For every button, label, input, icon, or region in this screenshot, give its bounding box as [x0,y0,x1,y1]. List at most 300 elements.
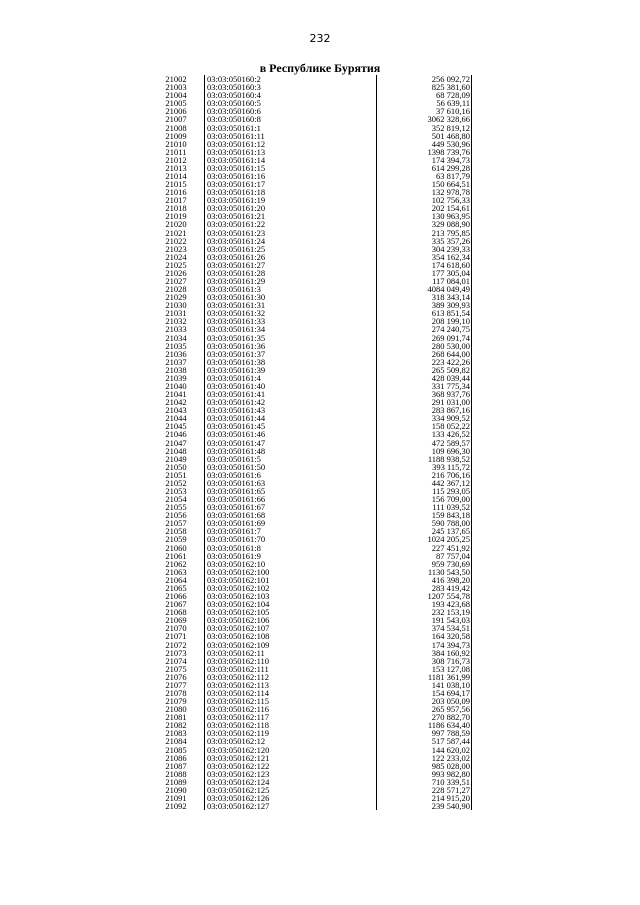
table-row [148,228,472,236]
cadastral-value: 613 851,54 [377,309,472,317]
row-number: 21087 [165,761,187,770]
cadastral-number: 03:03:050162:117 [205,713,377,721]
table-row [148,83,472,91]
cadastral-value: 1188 938,52 [377,455,472,463]
cadastral-number: 03:03:050161:39 [205,366,377,374]
cadastral-value: 117 084,01 [377,277,472,285]
row-number: 21002 [165,75,187,84]
table-row [148,616,472,624]
table-row [148,309,472,317]
table-row [148,754,472,762]
table-row [148,640,472,648]
table-row [148,293,472,301]
cadastral-value: 191 543,03 [377,616,472,624]
row-number: 21085 [165,745,187,754]
table-row [148,212,472,220]
cadastral-number: 03:03:050161:26 [205,253,377,261]
cadastral-value: 335 357,26 [377,237,472,245]
table-region-heading: в Республике Бурятия [259,61,381,75]
cadastral-value: 111 039,52 [377,503,472,511]
table-row [148,455,472,463]
cadastral-number: 03:03:050161:46 [205,430,377,438]
table-row [148,156,472,164]
row-number: 21089 [165,777,187,786]
row-number: 21003 [165,83,187,92]
row-number: 21036 [165,349,187,358]
table-row [148,172,472,180]
table-row [148,519,472,527]
cadastral-value: 374 534,51 [377,624,472,632]
cadastral-number: 03:03:050162:106 [205,616,377,624]
cadastral-number: 03:03:050161:6 [205,471,377,479]
cadastral-number: 03:03:050161:40 [205,382,377,390]
cadastral-number: 03:03:050162:126 [205,794,377,802]
row-number: 21026 [165,268,187,277]
row-number: 21030 [165,301,187,310]
cadastral-value: 102 756,33 [377,196,472,204]
row-number: 21055 [165,503,187,512]
cadastral-number: 03:03:050162:112 [205,673,377,681]
cadastral-value: 228 571,27 [377,786,472,794]
table-row [148,689,472,697]
cadastral-number: 03:03:050162:12 [205,737,377,745]
cadastral-number: 03:03:050162:100 [205,568,377,576]
row-number: 21027 [165,276,187,286]
cadastral-number: 03:03:050161:65 [205,487,377,495]
cadastral-value: 159 843,18 [377,511,472,519]
row-number: 21015 [165,180,187,189]
row-number: 21042 [165,398,187,407]
cadastral-value: 232 153,19 [377,608,472,616]
table-row [148,778,472,786]
cadastral-value: 329 088,90 [377,220,472,228]
cadastral-number: 03:03:050162:122 [205,762,377,770]
row-number: 21051 [165,470,187,479]
table-row [148,164,472,172]
row-number: 21017 [165,196,187,205]
cadastral-value: 87 757,04 [377,552,472,560]
cadastral-value: 614 299,28 [377,164,472,172]
cadastral-value: 269 091,74 [377,334,472,342]
row-number: 21029 [165,293,187,302]
cadastral-number: 03:03:050162:116 [205,705,377,713]
row-number: 21077 [165,680,187,689]
cadastral-number: 03:03:050162:108 [205,632,377,640]
table-row [148,91,472,99]
table-row [148,99,472,107]
row-number: 21088 [165,769,187,778]
table-row [148,632,472,640]
row-number: 21047 [165,438,187,447]
cadastral-value: 203 050,09 [377,697,472,705]
cadastral-value: 174 394,73 [377,640,472,648]
table-row [148,552,472,560]
row-number: 21092 [165,802,187,811]
cadastral-value: 141 038,10 [377,681,472,689]
table-row [148,390,472,398]
cadastral-number: 03:03:050161:9 [205,552,377,560]
cadastral-number: 03:03:050161:30 [205,293,377,301]
cadastral-number: 03:03:050161:68 [205,511,377,519]
cadastral-number: 03:03:050161:66 [205,495,377,503]
cadastral-number: 03:03:050160:8 [205,115,377,123]
cadastral-number: 03:03:050162:103 [205,592,377,600]
table-row [148,237,472,245]
table-row [148,770,472,778]
table-row [148,148,472,156]
row-number: 21065 [165,583,187,592]
row-number: 21033 [165,325,187,334]
cadastral-number: 03:03:050161:33 [205,317,377,325]
cadastral-number: 03:03:050161:25 [205,245,377,253]
table-row [148,196,472,204]
cadastral-number: 03:03:050160:6 [205,107,377,115]
cadastral-value: 393 115,72 [377,463,472,471]
cadastral-number: 03:03:050161:50 [205,463,377,471]
cadastral-number: 03:03:050161:45 [205,422,377,430]
row-number: 21074 [165,656,187,665]
row-number: 21084 [165,737,187,746]
cadastral-value: 144 620,02 [377,745,472,753]
cadastral-value: 63 817,79 [377,172,472,180]
row-number: 21076 [165,672,187,681]
table-row [148,762,472,770]
cadastral-number: 03:03:050160:4 [205,91,377,99]
table-row [148,479,472,487]
table-row [148,697,472,705]
row-number: 21012 [165,155,187,164]
row-number: 21032 [165,317,187,326]
cadastral-number: 03:03:050162:127 [205,802,377,810]
cadastral-number: 03:03:050161:44 [205,414,377,422]
table-row [148,745,472,753]
table-row [148,673,472,681]
table-row [148,107,472,115]
row-number: 21043 [165,406,187,415]
row-number: 21078 [165,688,187,698]
row-number: 21070 [165,624,187,633]
cadastral-value: 985 028,00 [377,762,472,770]
cadastral-number: 03:03:050161:67 [205,503,377,511]
cadastral-number: 03:03:050161:70 [205,535,377,543]
table-row [148,584,472,592]
cadastral-number: 03:03:050161:22 [205,220,377,228]
row-number: 21023 [165,244,187,253]
cadastral-number: 03:03:050160:3 [205,83,377,91]
cadastral-value: 56 639,11 [377,99,472,107]
table-row [148,802,472,810]
cadastral-value: 997 788,59 [377,729,472,737]
table-row [148,439,472,447]
row-number: 21069 [165,616,187,625]
row-number: 21082 [165,721,187,730]
cadastral-number: 03:03:050162:10 [205,560,377,568]
cadastral-number: 03:03:050161:69 [205,519,377,527]
table-row [148,487,472,495]
cadastral-number: 03:03:050162:121 [205,754,377,762]
table-row [148,382,472,390]
table-row [148,245,472,253]
cadastral-value: 449 530,96 [377,140,472,148]
cadastral-value: 1398 739,76 [377,148,472,156]
row-number: 21024 [165,252,187,261]
cadastral-number: 03:03:050161:20 [205,204,377,212]
row-number: 21044 [165,414,187,423]
cadastral-value: 291 031,00 [377,398,472,406]
table-row [148,681,472,689]
row-number: 21061 [165,551,187,560]
cadastral-number: 03:03:050161:17 [205,180,377,188]
cadastral-value: 133 426,52 [377,430,472,438]
cadastral-value: 265 957,56 [377,705,472,713]
cadastral-value: 1186 634,40 [377,721,472,729]
row-number: 21053 [165,486,187,496]
cadastral-value: 825 381,60 [377,83,472,91]
cadastral-number: 03:03:050161:37 [205,350,377,358]
table-row [148,180,472,188]
row-number: 21086 [165,753,187,762]
table-row [148,414,472,422]
table-row [148,794,472,802]
cadastral-number: 03:03:050161:28 [205,269,377,277]
cadastral-number: 03:03:050161:21 [205,212,377,220]
table-row [148,334,472,342]
row-number: 21090 [165,785,187,794]
cadastral-value-table-container [148,75,470,811]
row-number: 21066 [165,592,187,601]
row-number: 21068 [165,608,187,617]
cadastral-value: 245 137,65 [377,527,472,535]
cadastral-number: 03:03:050161:34 [205,325,377,333]
row-number: 21009 [165,131,187,140]
table-row [148,366,472,374]
cadastral-value: 280 530,00 [377,342,472,350]
cadastral-value: 239 540,90 [377,802,472,810]
cadastral-number: 03:03:050161:23 [205,228,377,236]
cadastral-number: 03:03:050161:5 [205,455,377,463]
cadastral-value: 150 664,51 [377,180,472,188]
table-row [148,527,472,535]
cadastral-value: 213 795,85 [377,228,472,236]
cadastral-value: 1130 543,50 [377,568,472,576]
cadastral-value: 208 199,10 [377,317,472,325]
cadastral-value: 318 343,14 [377,293,472,301]
cadastral-number: 03:03:050162:125 [205,786,377,794]
cadastral-number: 03:03:050161:24 [205,237,377,245]
row-number: 21037 [165,357,187,366]
row-number: 21035 [165,341,187,350]
cadastral-value: 517 587,44 [377,737,472,745]
table-row [148,342,472,350]
cadastral-value: 334 909,52 [377,414,472,422]
table-row [148,665,472,673]
row-number: 21038 [165,365,187,374]
row-number: 21067 [165,600,187,609]
row-number: 21072 [165,640,187,649]
row-number: 21057 [165,519,187,528]
cadastral-number: 03:03:050161:3 [205,285,377,293]
cadastral-value: 274 240,75 [377,325,472,333]
row-number: 21013 [165,163,187,172]
row-number: 21056 [165,511,187,520]
cadastral-value: 352 819,12 [377,123,472,131]
table-row [148,495,472,503]
cadastral-number: 03:03:050161:47 [205,439,377,447]
table-row [148,422,472,430]
table-row [148,786,472,794]
table-row [148,75,472,83]
cadastral-value: 68 728,09 [377,91,472,99]
cadastral-value: 164 320,58 [377,632,472,640]
cadastral-value: 331 775,34 [377,382,472,390]
cadastral-number: 03:03:050162:123 [205,770,377,778]
table-row [148,269,472,277]
cadastral-value: 115 293,05 [377,487,472,495]
table-row [148,374,472,382]
table-row [148,447,472,455]
row-number: 21046 [165,430,187,439]
cadastral-number: 03:03:050161:4 [205,374,377,382]
cadastral-value: 308 716,73 [377,657,472,665]
cadastral-number: 03:03:050162:109 [205,640,377,648]
cadastral-number: 03:03:050162:113 [205,681,377,689]
cadastral-number: 03:03:050161:18 [205,188,377,196]
cadastral-number: 03:03:050161:16 [205,172,377,180]
row-number: 21052 [165,478,187,487]
cadastral-value: 4084 049,49 [377,285,472,293]
table-row [148,544,472,552]
row-number: 21050 [165,462,187,471]
cadastral-value: 174 394,73 [377,156,472,164]
cadastral-number: 03:03:050161:41 [205,390,377,398]
cadastral-number: 03:03:050161:36 [205,342,377,350]
cadastral-number: 03:03:050161:31 [205,301,377,309]
table-row [148,261,472,269]
table-row [148,535,472,543]
cadastral-value: 416 398,20 [377,576,472,584]
cadastral-number: 03:03:050162:124 [205,778,377,786]
cadastral-value: 130 963,95 [377,212,472,220]
cadastral-value: 153 127,08 [377,665,472,673]
row-number: 21011 [165,147,187,156]
row-number: 21060 [165,543,187,552]
table-body [148,75,472,810]
cadastral-number: 03:03:050160:2 [205,75,377,83]
table-row [148,705,472,713]
cadastral-number: 03:03:050161:35 [205,334,377,342]
cadastral-value: 959 730,69 [377,560,472,568]
cadastral-number: 03:03:050161:63 [205,479,377,487]
cadastral-number: 03:03:050161:42 [205,398,377,406]
cadastral-number: 03:03:050160:5 [205,99,377,107]
row-number: 21025 [165,260,187,269]
cadastral-value: 304 239,33 [377,245,472,253]
cadastral-value: 256 092,72 [377,75,472,83]
cadastral-value: 354 162,34 [377,253,472,261]
cadastral-number: 03:03:050162:110 [205,657,377,665]
row-number: 21079 [165,697,187,706]
row-number: 21005 [165,99,187,108]
row-number: 21081 [165,713,187,722]
table-row [148,463,472,471]
cadastral-value: 472 589,57 [377,439,472,447]
row-number: 21008 [165,123,187,132]
cadastral-value: 122 233,02 [377,754,472,762]
table-row [148,115,472,123]
cadastral-number: 03:03:050161:8 [205,544,377,552]
cadastral-value: 283 867,16 [377,406,472,414]
row-number: 21014 [165,171,187,181]
cadastral-value: 442 367,12 [377,479,472,487]
cadastral-number: 03:03:050162:118 [205,721,377,729]
table-row [148,285,472,293]
row-number: 21019 [165,212,187,221]
row-number: 21045 [165,422,187,431]
cadastral-number: 03:03:050161:11 [205,132,377,140]
table-row [148,592,472,600]
row-number: 21048 [165,446,187,455]
table-row [148,430,472,438]
row-number: 21040 [165,381,187,391]
cadastral-value: 132 978,78 [377,188,472,196]
cadastral-value: 1181 361,99 [377,673,472,681]
cadastral-number: 03:03:050162:101 [205,576,377,584]
cadastral-number: 03:03:050161:38 [205,358,377,366]
cadastral-value: 193 423,68 [377,600,472,608]
row-number: 21034 [165,333,187,342]
table-row [148,220,472,228]
cadastral-value: 3062 328,66 [377,115,472,123]
row-number: 21075 [165,664,187,673]
cadastral-number: 03:03:050161:14 [205,156,377,164]
cadastral-value: 158 052,22 [377,422,472,430]
table-row [148,140,472,148]
cadastral-value: 1207 554,78 [377,592,472,600]
cadastral-value: 156 709,00 [377,495,472,503]
table-row [148,729,472,737]
cadastral-number: 03:03:050162:11 [205,649,377,657]
cadastral-value: 993 982,80 [377,770,472,778]
cadastral-number: 03:03:050161:15 [205,164,377,172]
table-row [148,657,472,665]
cadastral-number: 03:03:050162:107 [205,624,377,632]
cadastral-value: 384 160,92 [377,649,472,657]
cadastral-value: 109 696,30 [377,447,472,455]
cadastral-value: 37 610,16 [377,107,472,115]
row-number: 21016 [165,188,187,197]
table-row [148,503,472,511]
row-number: 21058 [165,527,187,536]
cadastral-number: 03:03:050161:7 [205,527,377,535]
table-row [148,277,472,285]
row-number: 21010 [165,139,187,148]
table-row [148,317,472,325]
cadastral-number: 03:03:050162:102 [205,584,377,592]
cadastral-number: 03:03:050161:27 [205,261,377,269]
row-number: 21062 [165,559,187,568]
row-number: 21020 [165,220,187,229]
table-row [148,600,472,608]
table-row [148,560,472,568]
cadastral-value-table [148,75,472,810]
cadastral-value: 590 788,00 [377,519,472,527]
cadastral-value: 265 509,82 [377,366,472,374]
table-row [148,123,472,131]
row-number: 21063 [165,567,187,576]
cadastral-value: 710 339,51 [377,778,472,786]
table-row [148,350,472,358]
cadastral-value: 202 154,61 [377,204,472,212]
